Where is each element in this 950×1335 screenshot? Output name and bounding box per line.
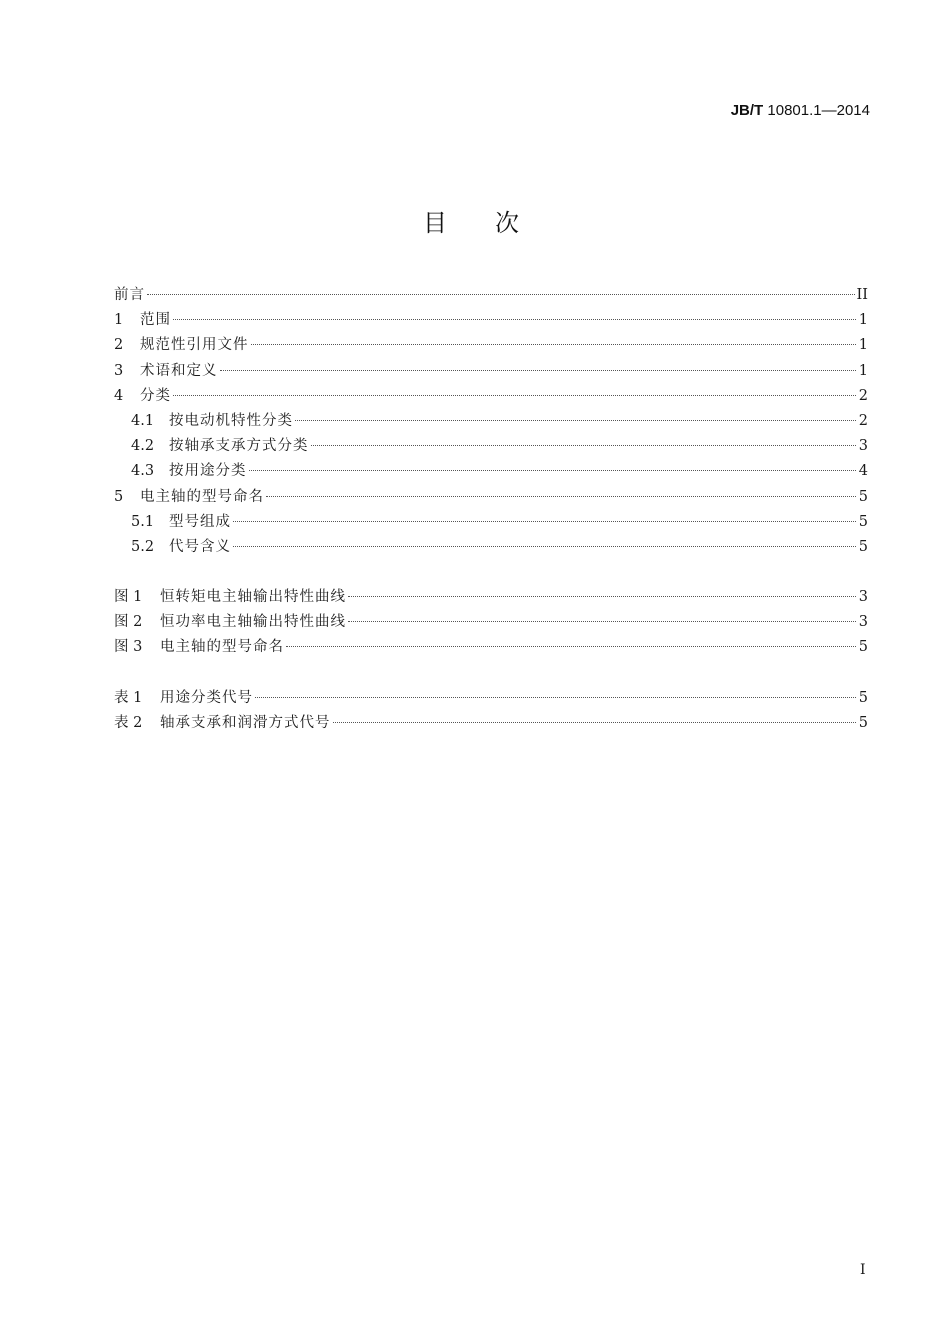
toc-entry-number: 5: [114, 488, 124, 505]
toc-table-entry[interactable]: [114, 686, 868, 711]
toc-entry-page: 3: [858, 438, 868, 455]
toc-entry-number: 3: [114, 362, 124, 379]
table-page: 5: [858, 690, 868, 706]
standard-code-prefix: JB/T: [730, 102, 764, 119]
dot-leader: [255, 697, 856, 698]
toc-entry-text: 按用途分类: [169, 463, 247, 480]
standard-code: [731, 102, 870, 119]
toc-entry-page: 5: [858, 538, 868, 555]
figure-number: 图 2: [114, 614, 143, 631]
page-number: I: [860, 1262, 866, 1278]
toc-entry-page: 4: [858, 463, 868, 480]
toc-entry-page: 1: [858, 337, 868, 354]
toc-entry-text: 规范性引用文件: [140, 337, 249, 354]
toc-figure-entry[interactable]: [114, 610, 868, 635]
toc-entry[interactable]: [114, 384, 868, 409]
toc-entry-page: 2: [858, 412, 868, 429]
figure-page: 5: [858, 639, 868, 656]
table-number: 表 1: [114, 690, 143, 706]
page-title: 目次: [423, 209, 567, 237]
toc-figures: [114, 585, 868, 661]
dot-leader: [311, 445, 857, 446]
toc-subentry[interactable]: [114, 535, 868, 560]
dot-leader: [249, 470, 857, 471]
dot-leader: [173, 395, 856, 396]
toc-entry-text: 按轴承支承方式分类: [169, 438, 309, 455]
table-title: 用途分类代号: [160, 690, 253, 706]
dot-leader: [286, 646, 856, 647]
toc-entry-text: 型号组成: [169, 513, 231, 530]
toc-subentry[interactable]: [114, 409, 868, 434]
dot-leader: [233, 546, 856, 547]
table-number: 表 2: [114, 715, 143, 732]
dot-leader: [220, 370, 857, 371]
toc-entry[interactable]: [114, 485, 868, 510]
dot-leader: [147, 294, 855, 295]
toc-entry[interactable]: [114, 308, 868, 333]
toc-entry-text: 电主轴的型号命名: [140, 488, 264, 505]
toc-entry-number: 4.2: [131, 438, 155, 455]
table-page: 5: [858, 715, 868, 732]
toc-subentry[interactable]: [114, 510, 868, 535]
toc-entry-number: 5.2: [131, 538, 155, 555]
toc-entry-number: 4.1: [131, 412, 155, 429]
toc-sections: [114, 283, 868, 560]
toc-entry-number: 1: [114, 312, 124, 329]
toc-entry-text: 前言: [114, 287, 145, 303]
toc-entry-text: 代号含义: [169, 538, 231, 555]
toc-figure-entry[interactable]: [114, 635, 868, 660]
dot-leader: [173, 319, 856, 320]
figure-title: 恒功率电主轴输出特性曲线: [160, 614, 346, 631]
toc-entry-page: 1: [858, 362, 868, 379]
toc-entry[interactable]: [114, 283, 868, 308]
toc-figure-entry[interactable]: [114, 585, 868, 610]
toc-entry[interactable]: [114, 333, 868, 358]
toc-entry-page: 2: [858, 387, 868, 404]
toc-subentry[interactable]: [114, 434, 868, 459]
toc-entry-number: 4: [114, 387, 124, 404]
toc-entry-text: 术语和定义: [140, 362, 218, 379]
dot-leader: [233, 521, 856, 522]
dot-leader: [333, 722, 857, 723]
dot-leader: [348, 621, 856, 622]
figure-title: 恒转矩电主轴输出特性曲线: [160, 589, 346, 605]
dot-leader: [266, 496, 856, 497]
figure-title: 电主轴的型号命名: [160, 639, 284, 656]
standard-code-number: 10801.1—2014: [767, 102, 870, 119]
toc-entry-page: 5: [858, 488, 868, 505]
toc-table-entry[interactable]: [114, 711, 868, 736]
dot-leader: [251, 344, 857, 345]
dot-leader: [295, 420, 856, 421]
toc-entry-text: 按电动机特性分类: [169, 412, 293, 429]
toc-entry-number: 2: [114, 337, 124, 354]
toc-entry-text: 分类: [140, 387, 171, 404]
figure-page: 3: [858, 614, 868, 631]
figure-number: 图 3: [114, 639, 143, 656]
dot-leader: [348, 596, 856, 597]
toc-entry[interactable]: [114, 359, 868, 384]
toc-subentry[interactable]: [114, 459, 868, 484]
toc-entry-page: 5: [858, 513, 868, 530]
table-title: 轴承支承和润滑方式代号: [160, 715, 331, 732]
figure-page: 3: [858, 589, 868, 605]
toc-entry-page: II: [856, 287, 868, 303]
toc-entry-text: 范围: [140, 312, 171, 329]
toc-entry-number: 4.3: [131, 463, 155, 480]
figure-number: 图 1: [114, 589, 143, 605]
toc-entry-page: 1: [858, 312, 868, 329]
toc-tables: [114, 686, 868, 736]
toc-entry-number: 5.1: [131, 513, 155, 530]
